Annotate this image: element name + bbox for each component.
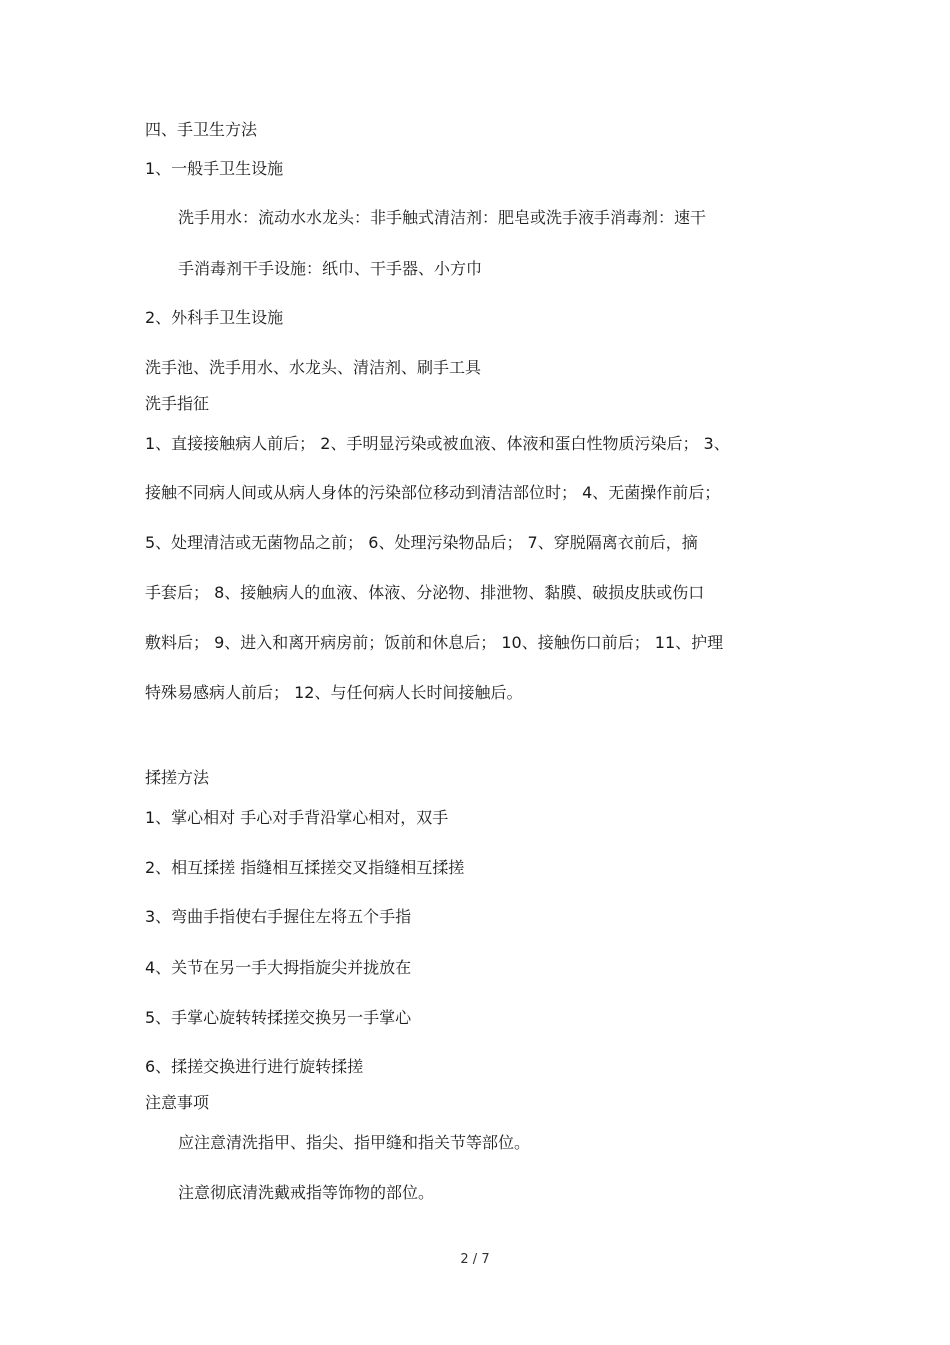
- rubbing-step: 6、揉搓交换进行进行旋转揉搓: [145, 1057, 364, 1076]
- indications-line: 特殊易感病人前后； 12、与任何病人长时间接触后。: [145, 683, 523, 702]
- rubbing-step: 1、掌心相对 手心对手背沿掌心相对，双手: [145, 808, 449, 827]
- indications-line: 手套后； 8、接触病人的血液、体液、分泌物、排泄物、黏膜、破损皮肤或伤口: [145, 583, 705, 602]
- indications-line: 接触不同病人间或从病人身体的污染部位移动到清洁部位时； 4、无菌操作前后；: [145, 483, 721, 502]
- notes-heading: 注意事项: [145, 1093, 210, 1112]
- surgical-facilities-heading: 2、外科手卫生设施: [145, 308, 284, 327]
- rubbing-step: 5、手掌心旋转转揉搓交换另一手掌心: [145, 1008, 412, 1027]
- indications-heading: 洗手指征: [145, 394, 210, 413]
- rubbing-heading: 揉搓方法: [145, 768, 210, 787]
- page-number: 2 / 7: [460, 1252, 490, 1267]
- indications-line: 5、处理清洁或无菌物品之前； 6、处理污染物品后； 7、穿脱隔离衣前后，摘: [145, 533, 698, 552]
- indications-line: 敷料后； 9、进入和离开病房前；饭前和休息后； 10、接触伤口前后； 11、护理: [145, 633, 724, 652]
- general-facilities-line: 洗手用水：流动水水龙头：非手触式清洁剂：肥皂或洗手液手消毒剂：速干: [178, 208, 707, 227]
- notes-line: 注意彻底清洗戴戒指等饰物的部位。: [178, 1183, 435, 1202]
- rubbing-step: 4、关节在另一手大拇指旋尖并拢放在: [145, 958, 412, 977]
- notes-line: 应注意清洗指甲、指尖、指甲缝和指关节等部位。: [178, 1133, 531, 1152]
- rubbing-step: 2、相互揉搓 指缝相互揉搓交叉指缝相互揉搓: [145, 858, 465, 877]
- rubbing-step: 3、弯曲手指使右手握住左将五个手指: [145, 907, 412, 926]
- surgical-facilities-line: 洗手池、洗手用水、水龙头、清洁剂、刷手工具: [145, 358, 482, 377]
- general-facilities-line: 手消毒剂干手设施：纸巾、干手器、小方巾: [178, 259, 483, 278]
- indications-line: 1、直接接触病人前后； 2、手明显污染或被血液、体液和蛋白性物质污染后； 3、: [145, 434, 730, 453]
- section-heading: 四、手卫生方法: [145, 120, 258, 139]
- general-facilities-heading: 1、一般手卫生设施: [145, 159, 284, 178]
